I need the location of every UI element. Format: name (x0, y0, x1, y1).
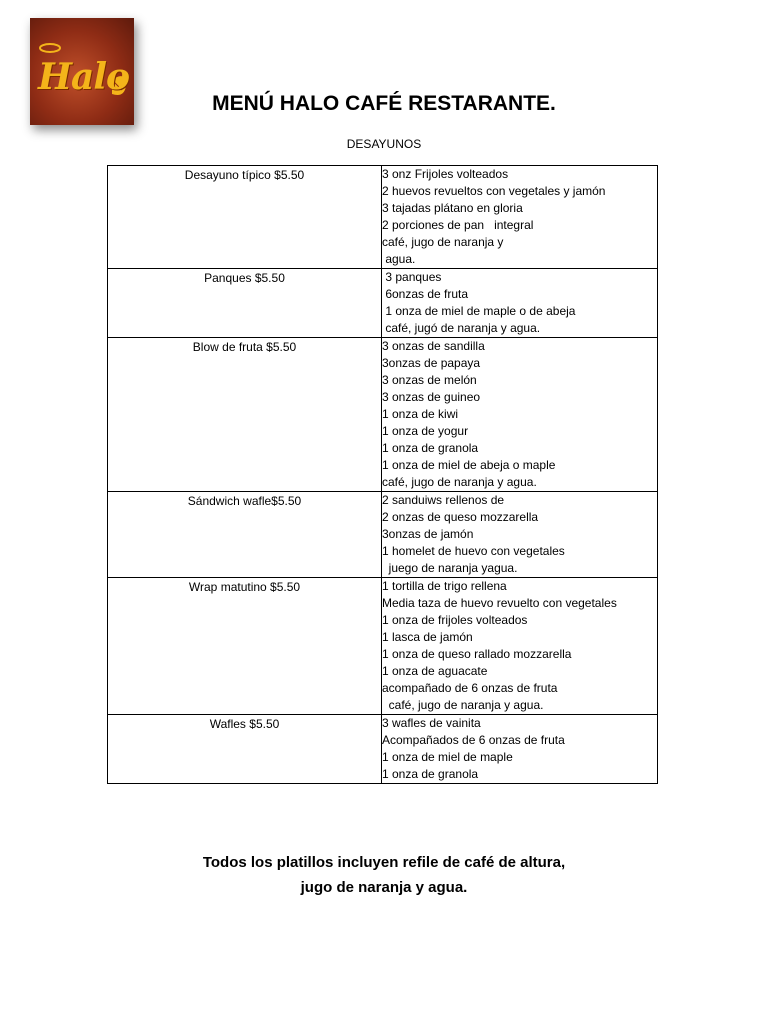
dish-name-cell (108, 338, 382, 492)
dish-item: 3 onzas de melón (382, 373, 477, 387)
page-title: MENÚ HALO CAFÉ RESTARANTE. (212, 92, 556, 115)
dish-items-cell (382, 578, 658, 715)
dish-item: acompañado de 6 onzas de fruta (382, 681, 558, 695)
dish-item: 3onzas de papaya (382, 356, 481, 370)
dish-item: café, jugo de naranja y agua. (382, 698, 544, 712)
dish-name-cell (108, 269, 382, 338)
menu-row (108, 492, 658, 578)
dish-item: agua. (382, 252, 416, 266)
dish-name: Blow de fruta $5.50 (192, 340, 297, 354)
dish-item: 3 onzas de sandilla (382, 339, 485, 353)
dish-name-cell (108, 578, 382, 715)
dish-item: 2 huevos revueltos con vegetales y jamón (382, 184, 606, 198)
dish-item: Media taza de huevo revuelto con vegetales (382, 596, 617, 610)
dish-item: 1 homelet de huevo con vegetales (382, 544, 565, 558)
dish-item: 3 onz Frijoles volteados (382, 167, 509, 181)
dish-item: 1 lasca de jamón (382, 630, 473, 644)
dish-name-cell (108, 166, 382, 269)
dish-name-cell (108, 715, 382, 784)
dish-item: 2 porciones de pan integral (382, 218, 534, 232)
dish-item: 1 onza de frijoles volteados (382, 613, 528, 627)
dish-name: Wrap matutino $5.50 (188, 580, 301, 594)
dish-items-cell (382, 166, 658, 269)
dish-item: 1 onza de granola (382, 767, 479, 781)
dish-item: 1 onza de miel de maple (382, 750, 513, 764)
dish-item: café, jugó de naranja y agua. (382, 321, 541, 335)
menu-row (108, 269, 658, 338)
dish-name: Desayuno típico $5.50 (184, 168, 305, 182)
footer-line-2: jugo de naranja y agua. (300, 879, 468, 896)
dish-item: 6onzas de fruta (382, 287, 469, 301)
menu-row (108, 166, 658, 269)
menu-row (108, 338, 658, 492)
logo-text: Halo (38, 56, 130, 98)
dish-items-cell (382, 715, 658, 784)
dish-items-cell (382, 338, 658, 492)
dish-item: 1 onza de kiwi (382, 407, 459, 421)
dish-item: 2 onzas de queso mozzarella (382, 510, 539, 524)
dish-item: 3onzas de jamón (382, 527, 474, 541)
dish-item: 1 tortilla de trigo rellena (382, 579, 507, 593)
dish-item: café, jugo de naranja y (382, 235, 504, 249)
dish-item: 3 onzas de guineo (382, 390, 481, 404)
menu-row (108, 715, 658, 784)
section-title: DESAYUNOS (346, 137, 422, 151)
dish-item: 3 wafles de vainita (382, 716, 481, 730)
dish-item: 3 panques (382, 270, 442, 284)
dish-item: 1 onza de queso rallado mozzarella (382, 647, 572, 661)
dish-name: Panques $5.50 (204, 271, 285, 285)
dish-name: Wafles $5.50 (209, 717, 280, 731)
footer-line-1: Todos los platillos incluyen refile de café de altura, (202, 854, 566, 871)
menu-table (107, 165, 658, 784)
dish-item: 3 tajadas plátano en gloria (382, 201, 523, 215)
dish-item: juego de naranja yagua. (382, 561, 518, 575)
dish-items-cell (382, 492, 658, 578)
dish-item: café, jugo de naranja y agua. (382, 475, 537, 489)
menu-row (108, 578, 658, 715)
dish-name-cell (108, 492, 382, 578)
dish-item: 1 onza de miel de maple o de abeja (382, 304, 576, 318)
dish-item: 1 onza de granola (382, 441, 479, 455)
footer-note (0, 850, 768, 900)
dish-item: 1 onza de miel de abeja o maple (382, 458, 556, 472)
dish-item: Acompañados de 6 onzas de fruta (382, 733, 565, 747)
dish-items-cell (382, 269, 658, 338)
dish-name: Sándwich wafle$5.50 (187, 494, 302, 508)
dish-item: 1 onza de yogur (382, 424, 469, 438)
dish-item: 1 onza de aguacate (382, 664, 488, 678)
dish-item: 2 sanduiws rellenos de (382, 493, 505, 507)
